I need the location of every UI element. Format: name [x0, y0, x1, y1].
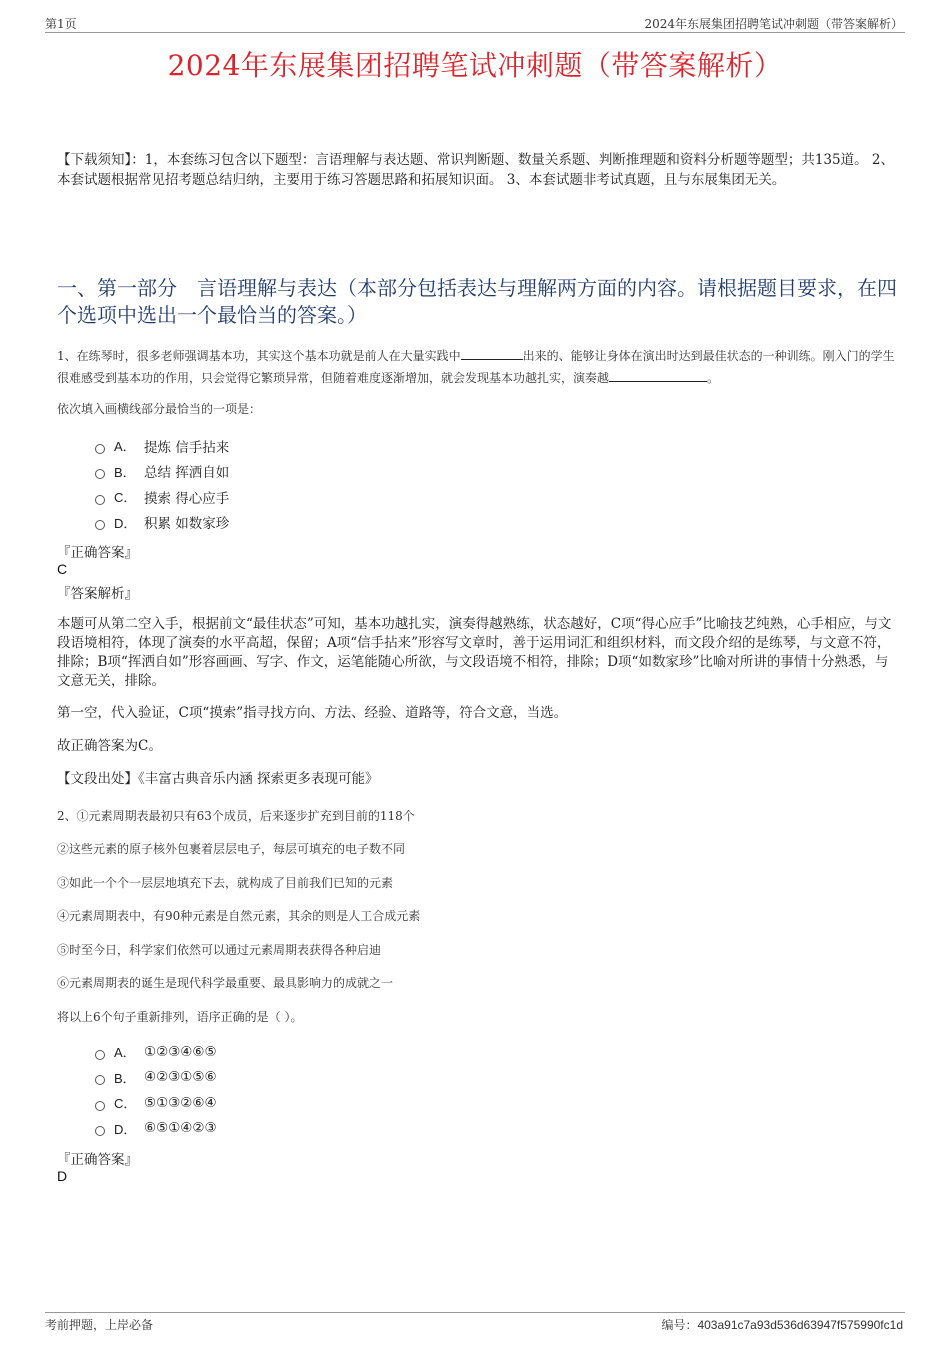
q1-analysis-paragraph-1: 本题可从第二空入手，根据前文“最佳状态”可知，基本功越扎实，演奏得越熟练，状态越好，C项“得心应手”比喻技艺纯熟，心手相应，与文段语境相符，体现了演奏的水平高超，保留；A项“信手拈来”形容写文章时，善于运用词汇和组织材料，而文段介绍的是练琴，与文意不符，排除；B项“挥洒自如”形容画画、写字、作文，运笔能随心所欲，与文段语境不相符，排除；D项“如数家珍”比喻对所讲的事情十分熟悉，与文意无关，排除。	[57, 616, 892, 689]
q2-answer-label: 『正确答案』	[57, 1152, 138, 1168]
radio-icon[interactable]	[95, 1101, 105, 1111]
q1-stem-part2: 出来的、能够让身体在演出时达到最佳状态的一种训练。刚入门的学生很难感受到基本功的作用，只会觉得它繁琐异常，但随着难度逐渐增加，就会发现基本功越扎实，演奏越	[57, 349, 895, 385]
radio-icon[interactable]	[95, 1126, 105, 1136]
question-1-options	[95, 433, 229, 535]
q2-option-c[interactable]: C． ⑤①③②⑥④	[95, 1090, 217, 1116]
fill-blank-2	[609, 368, 707, 382]
document-title: 2024年东展集团招聘笔试冲刺题（带答案解析）	[167, 49, 783, 82]
q1-option-b[interactable]: B． 总结 挥洒自如	[95, 459, 229, 485]
q1-source: 【文段出处】《丰富古典音乐内涵 探索更多表现可能》	[57, 771, 379, 787]
radio-icon[interactable]	[95, 1075, 105, 1085]
header-doc-title: 2024年东展集团招聘笔试冲刺题（带答案解析）	[644, 17, 903, 31]
q2-sentence-4: ④元素周期表中，有90种元素是自然元素，其余的则是人工合成元素	[57, 909, 421, 923]
q1-stem-part1: 1、在练琴时，很多老师强调基本功，其实这个基本功就是前人在大量实践中	[57, 349, 461, 363]
q2-sentence-3: ③如此一个个一层层地填充下去，就构成了目前我们已知的元素	[57, 876, 394, 890]
q1-answer-label: 『正确答案』	[57, 545, 138, 561]
radio-icon[interactable]	[95, 495, 105, 505]
radio-icon[interactable]	[95, 520, 105, 530]
question-1-prompt: 依次填入画横线部分最恰当的一项是：	[57, 402, 262, 416]
q1-analysis-paragraph-2: 第一空，代入验证，C项“摸索”指寻找方向、方法、经验、道路等，符合文意，当选。	[57, 705, 568, 721]
q1-option-c[interactable]: C． 摸索 得心应手	[95, 484, 229, 510]
section-title: 一、第一部分 言语理解与表达（本部分包括表达与理解两方面的内容。请根据题目要求，在四个选项中选出一个最恰当的答案。）	[57, 276, 897, 327]
page-footer	[45, 1312, 905, 1333]
q2-sentence-2: ②这些元素的原子核外包裹着层层电子，每层可填充的电子数不同	[57, 842, 406, 856]
fill-blank-1	[461, 346, 523, 360]
radio-icon[interactable]	[95, 1050, 105, 1060]
page-header	[45, 14, 905, 33]
q1-analysis-paragraph-3: 故正确答案为C。	[57, 738, 162, 754]
q2-answer: D	[57, 1168, 68, 1184]
download-notice: 【下载须知】：1，本套练习包含以下题型：言语理解与表达题、常识判断题、数量关系题、判断推理题和资料分析题等题型；共135道。 2、本套试题根据常见招考题总结归纳，主要用于练习答题思路和拓展知识面。 3、本套试题非考试真题，且与东展集团无关。	[57, 152, 894, 188]
page-number: 第1页	[45, 17, 77, 31]
footer-slogan: 考前押题，上岸必备	[45, 1318, 154, 1332]
q1-option-a[interactable]: A． 提炼 信手拈来	[95, 433, 229, 459]
question-1-stem	[57, 345, 897, 389]
q2-option-b[interactable]: B． ④②③①⑤⑥	[95, 1065, 217, 1091]
q2-prompt: 将以上6个句子重新排列，语序正确的是（ ）。	[57, 1010, 303, 1024]
q1-stem-part3: 。	[707, 371, 720, 385]
q1-answer: C	[57, 561, 68, 577]
q2-option-a[interactable]: A． ①②③④⑥⑤	[95, 1039, 217, 1065]
q1-analysis-label: 『答案解析』	[57, 586, 138, 602]
q1-option-d[interactable]: D． 积累 如数家珍	[95, 510, 229, 536]
footer-doc-code: 编号：403a91c7a93d536d63947f575990fc1d	[661, 1318, 903, 1332]
q2-sentence-1: 2、①元素周期表最初只有63个成员，后来逐步扩充到目前的118个	[57, 809, 415, 823]
q2-sentence-6: ⑥元素周期表的诞生是现代科学最重要、最具影响力的成就之一	[57, 976, 394, 990]
q2-option-d[interactable]: D． ⑥⑤①④②③	[95, 1116, 217, 1142]
radio-icon[interactable]	[95, 469, 105, 479]
question-2-options	[95, 1039, 217, 1141]
radio-icon[interactable]	[95, 444, 105, 454]
q2-sentence-5: ⑤时至今日，科学家们依然可以通过元素周期表获得各种启迪	[57, 943, 382, 957]
